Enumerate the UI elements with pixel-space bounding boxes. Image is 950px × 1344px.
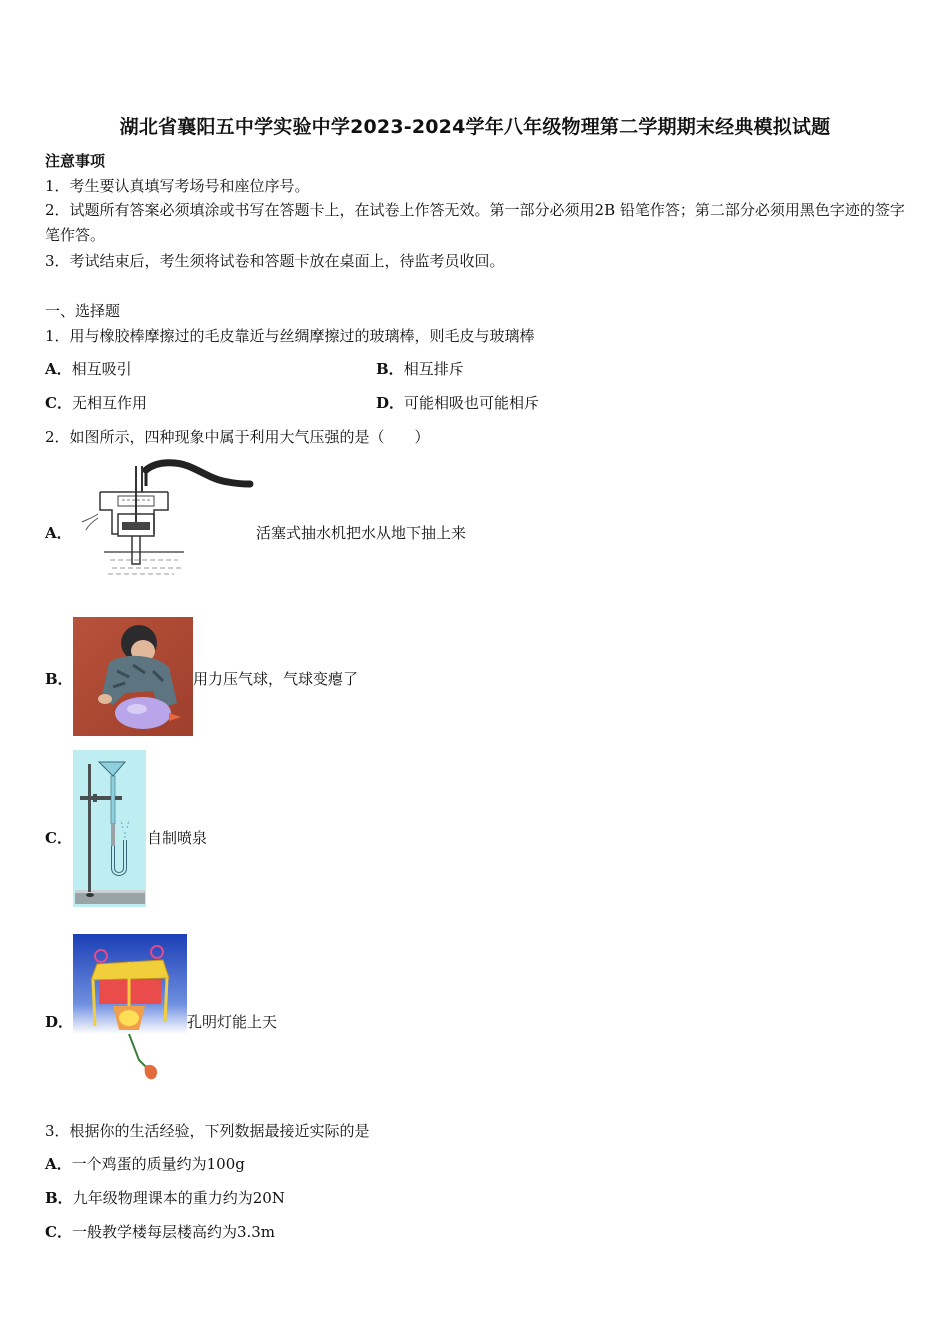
sky-lantern-picture [73,934,187,1084]
q1-option-a [45,360,132,378]
option-letter: B． [376,360,404,378]
q3-option-c [45,1223,275,1241]
q2-option-b-text: 用力压气球，气球变瘪了 [193,670,359,688]
q2-option-d-letter: D． [45,1013,74,1031]
option-text: 九年级物理课本的重力约为20N [72,1189,285,1207]
q1-stem: 1．用与橡胶棒摩擦过的毛皮靠近与丝绸摩擦过的玻璃棒，则毛皮与玻璃棒 [45,327,535,345]
option-letter: A． [45,360,72,378]
option-text: 无相互作用 [71,394,147,412]
option-text: 相互排斥 [403,360,464,378]
q1-option-d [376,394,539,412]
option-letter: A． [45,1155,72,1173]
section-heading: 一、选择题 [45,302,121,320]
piston-pump-diagram [78,456,254,576]
q2-option-c-letter: C． [45,829,72,847]
option-letter: C． [45,1223,72,1241]
option-letter: C． [45,394,72,412]
q2-stem: 2．如图所示，四种现象中属于利用大气压强的是（ ） [45,428,430,446]
option-text: 一个鸡蛋的质量约为100g [71,1155,245,1173]
notice-item-2: 2．试题所有答案必须填涂或书写在答题卡上，在试卷上作答无效。第一部分必须用2B 铅笔作答；第二部分必须用黑色字迹的签字笔作答。 [45,201,905,244]
balloon-photo [73,617,193,736]
fountain-apparatus [73,750,146,907]
q1-option-c [45,394,147,412]
exam-title: 湖北省襄阳五中学实验中学2023-2024学年八年级物理第二学期期末经典模拟试题 [119,116,831,138]
q2-option-d-text: 孔明灯能上天 [187,1013,278,1031]
notice-heading: 注意事项 [45,152,106,170]
option-text: 相互吸引 [71,360,132,378]
q3-stem: 3．根据你的生活经验，下列数据最接近实际的是 [45,1122,370,1140]
q1-option-b [376,360,464,378]
option-letter: D． [376,394,405,412]
option-text: 一般教学楼每层楼高约为3.3m [71,1223,276,1241]
q2-option-a-text: 活塞式抽水机把水从地下抽上来 [256,524,467,542]
q3-option-a [45,1155,245,1173]
q2-option-a-letter: A． [45,524,72,542]
notice-item-3: 3．考试结束后，考生须将试卷和答题卡放在桌面上，待监考员收回。 [45,252,505,270]
q2-option-c-text: 自制喷泉 [147,829,208,847]
q2-option-b-letter: B． [45,670,73,688]
q3-option-b [45,1189,285,1207]
notice-item-1: 1．考生要认真填写考场号和座位序号。 [45,177,310,195]
option-text: 可能相吸也可能相斥 [404,394,540,412]
option-letter: B． [45,1189,73,1207]
